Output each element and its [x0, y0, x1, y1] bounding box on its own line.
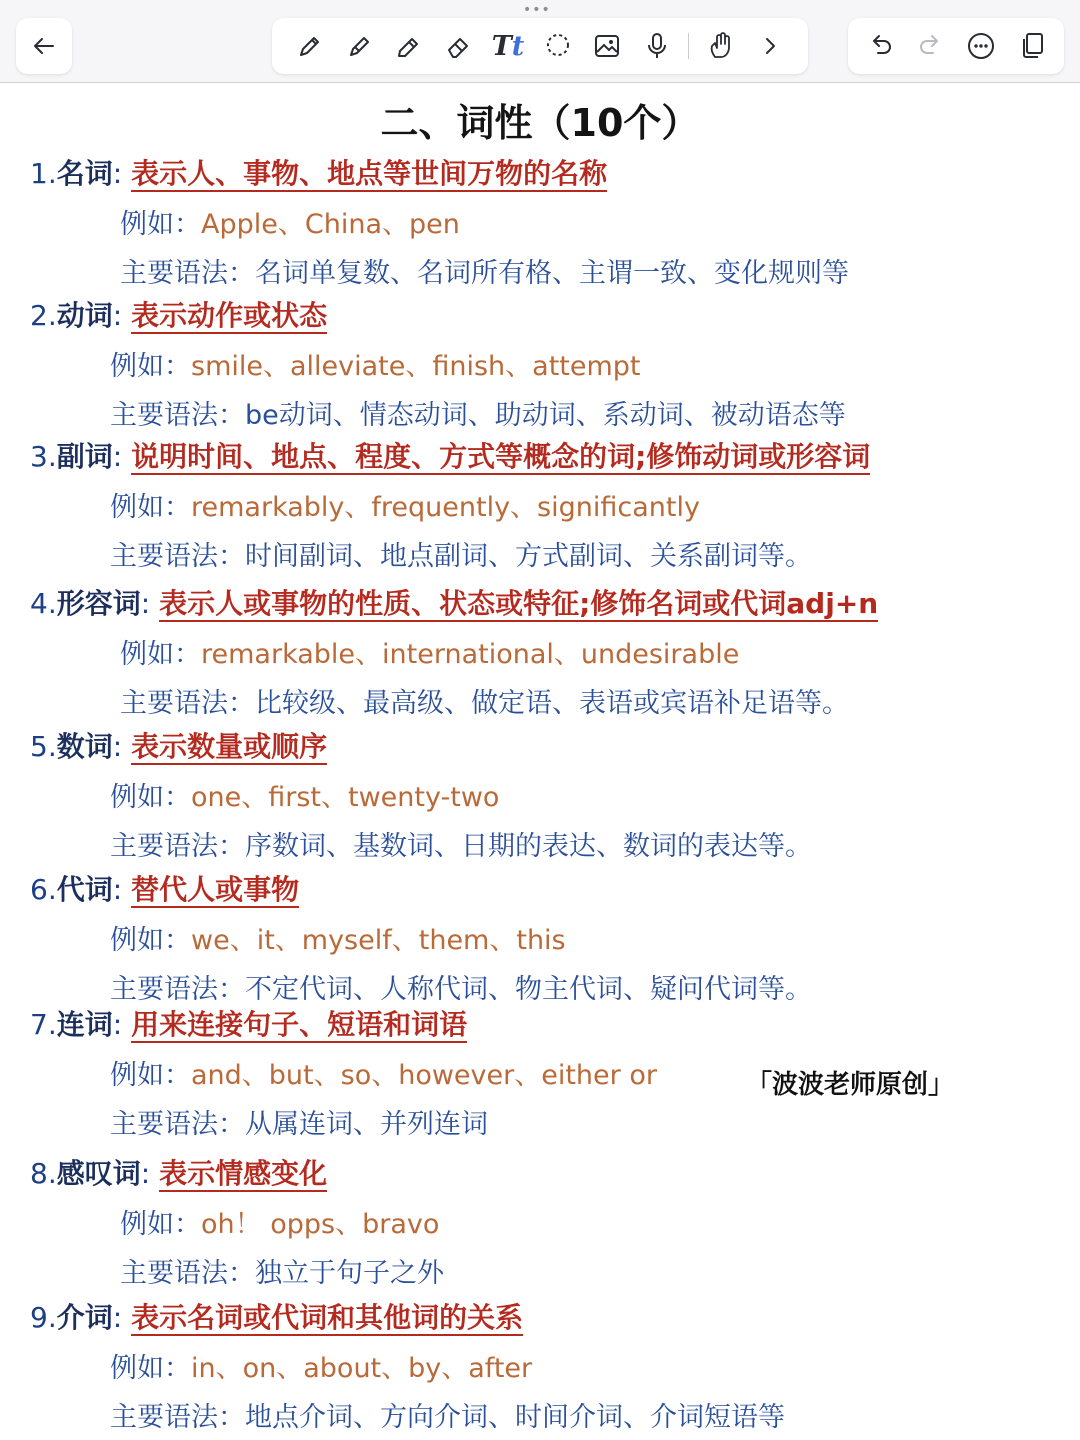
pos-entry-interjection — [30, 1152, 444, 1290]
pos-entry-pronoun — [30, 868, 812, 1006]
example-line — [30, 1202, 444, 1241]
entry-definition: 表示人或事物的性质、状态或特征;修饰名词或代词adj+n — [159, 587, 879, 620]
drawing-tools-bar — [272, 18, 808, 74]
example-label: 例如： — [120, 639, 201, 670]
grammar-line — [30, 824, 812, 863]
pos-entry-verb — [30, 294, 846, 432]
grammar-line — [30, 967, 812, 1006]
example-line — [30, 202, 849, 241]
grammar-text: 地点介词、方向介词、时间介词、介词短语等 — [245, 1402, 785, 1433]
pos-entry-noun — [30, 152, 849, 290]
entry-colon: : — [112, 299, 132, 332]
app-toolbar — [0, 0, 1080, 83]
pen-icon[interactable] — [292, 28, 328, 64]
back-arrow-icon — [26, 28, 62, 64]
entry-heading — [30, 1296, 785, 1336]
example-label: 例如： — [110, 351, 191, 382]
entry-term: 动词 — [56, 299, 113, 332]
entry-term: 名词 — [56, 157, 113, 190]
example-words: remarkably、frequently、significantly — [191, 492, 700, 523]
entry-definition: 替代人或事物 — [131, 873, 300, 906]
example-line — [30, 632, 878, 671]
entry-definition: 说明时间、地点、程度、方式等概念的词;修饰动词或形容词 — [131, 440, 871, 473]
example-words: oh！ opps、bravo — [201, 1209, 440, 1240]
text-tool-icon[interactable]: Tt — [491, 30, 525, 62]
image-icon[interactable] — [589, 28, 625, 64]
pos-entry-numeral — [30, 725, 812, 863]
grammar-label: 主要语法： — [110, 400, 245, 431]
entry-term: 介词 — [56, 1301, 113, 1334]
grammar-label: 主要语法： — [110, 831, 245, 862]
toolbar-divider — [688, 33, 689, 59]
entry-number: 7. — [30, 1008, 57, 1041]
grammar-line — [30, 393, 846, 432]
entry-definition: 表示数量或顺序 — [131, 730, 328, 763]
entry-heading — [30, 152, 849, 192]
example-words: remarkable、international、undesirable — [201, 639, 740, 670]
example-line — [30, 918, 812, 957]
document-actions-bar — [848, 18, 1064, 74]
example-line — [30, 1053, 657, 1092]
eraser-icon[interactable] — [441, 28, 477, 64]
grammar-line — [30, 1102, 657, 1141]
grammar-line — [30, 1251, 444, 1290]
entry-term: 代词 — [56, 873, 113, 906]
pages-icon[interactable] — [1014, 28, 1050, 64]
entry-number: 5. — [30, 730, 57, 763]
entry-number: 3. — [30, 440, 57, 473]
entry-definition: 表示人、事物、地点等世间万物的名称 — [131, 157, 608, 190]
example-words: we、it、myself、them、this — [191, 925, 566, 956]
grammar-line — [30, 681, 878, 720]
grammar-label: 主要语法： — [120, 1258, 255, 1289]
entry-colon: : — [140, 1157, 160, 1190]
highlighter-icon[interactable] — [391, 28, 427, 64]
grammar-label: 主要语法： — [120, 688, 255, 719]
entry-colon: : — [112, 873, 132, 906]
entry-definition: 表示动作或状态 — [131, 299, 328, 332]
entry-colon: : — [140, 587, 160, 620]
example-label: 例如： — [110, 1060, 191, 1091]
entry-heading — [30, 1152, 444, 1192]
entry-colon: : — [112, 730, 132, 763]
grammar-text: 独立于句子之外 — [255, 1258, 444, 1289]
grammar-label: 主要语法： — [110, 1109, 245, 1140]
redo-icon[interactable] — [913, 28, 949, 64]
entry-heading — [30, 435, 870, 475]
entry-colon: : — [112, 440, 132, 473]
grammar-text: 时间副词、地点副词、方式副词、关系副词等。 — [245, 541, 812, 572]
entry-heading — [30, 868, 812, 908]
example-label: 例如： — [110, 782, 191, 813]
entry-heading — [30, 294, 846, 334]
entry-colon: : — [112, 1008, 132, 1041]
grammar-label: 主要语法： — [110, 974, 245, 1005]
example-words: and、but、so、however、either or — [191, 1060, 657, 1091]
undo-icon[interactable] — [862, 28, 898, 64]
microphone-icon[interactable] — [639, 28, 675, 64]
grammar-text: 不定代词、人称代词、物主代词、疑问代词等。 — [245, 974, 812, 1005]
pos-entry-adjective — [30, 582, 878, 720]
author-watermark: 「波波老师原创」 — [746, 1070, 955, 1100]
entry-term: 副词 — [56, 440, 113, 473]
more-icon[interactable] — [963, 28, 999, 64]
entry-colon: : — [112, 157, 132, 190]
example-label: 例如： — [110, 925, 191, 956]
grammar-line — [30, 534, 870, 573]
entry-term: 数词 — [56, 730, 113, 763]
example-line — [30, 1346, 785, 1385]
entry-term: 形容词 — [56, 587, 141, 620]
example-label: 例如： — [110, 492, 191, 523]
grammar-text: 从属连词、并列连词 — [245, 1109, 488, 1140]
example-label: 例如： — [110, 1353, 191, 1384]
example-words: in、on、about、by、after — [191, 1353, 533, 1384]
grammar-text: be动词、情态动词、助动词、系动词、被动语态等 — [245, 400, 846, 431]
example-line — [30, 344, 846, 383]
entry-definition: 表示名词或代词和其他词的关系 — [131, 1301, 524, 1334]
example-label: 例如： — [120, 209, 201, 240]
grammar-label: 主要语法： — [110, 541, 245, 572]
back-button[interactable] — [16, 18, 72, 74]
entry-colon: : — [112, 1301, 132, 1334]
marker-icon[interactable] — [342, 28, 378, 64]
entry-heading — [30, 1003, 657, 1043]
lasso-icon[interactable] — [540, 28, 576, 64]
chevron-right-icon[interactable] — [752, 28, 788, 64]
pos-entry-preposition — [30, 1296, 785, 1434]
entry-number: 4. — [30, 587, 57, 620]
entry-term: 感叹词 — [56, 1157, 141, 1190]
example-line — [30, 775, 812, 814]
grammar-text: 名词单复数、名词所有格、主谓一致、变化规则等 — [255, 258, 849, 289]
entry-term: 连词 — [56, 1008, 113, 1041]
entry-number: 1. — [30, 157, 57, 190]
example-words: smile、alleviate、finish、attempt — [191, 351, 641, 382]
hand-draw-icon[interactable] — [703, 28, 739, 64]
pos-entry-conjunction — [30, 1003, 657, 1141]
grammar-line — [30, 251, 849, 290]
entry-definition: 用来连接句子、短语和词语 — [131, 1008, 468, 1041]
example-line — [30, 485, 870, 524]
entry-heading — [30, 582, 878, 622]
grammar-label: 主要语法： — [110, 1402, 245, 1433]
grammar-label: 主要语法： — [120, 258, 255, 289]
entry-number: 8. — [30, 1157, 57, 1190]
example-words: Apple、China、pen — [201, 209, 460, 240]
example-label: 例如： — [120, 1209, 201, 1240]
entry-definition: 表示情感变化 — [159, 1157, 328, 1190]
pos-entry-adverb — [30, 435, 870, 573]
example-words: one、first、twenty-two — [191, 782, 500, 813]
entry-number: 9. — [30, 1301, 57, 1334]
entry-number: 2. — [30, 299, 57, 332]
entry-heading — [30, 725, 812, 765]
grammar-text: 序数词、基数词、日期的表达、数词的表达等。 — [245, 831, 812, 862]
window-grabber[interactable]: ••• — [523, 2, 551, 18]
page-title: 二、词性（10个） — [380, 101, 700, 145]
grammar-text: 比较级、最高级、做定语、表语或宾语补足语等。 — [255, 688, 849, 719]
grammar-line — [30, 1395, 785, 1434]
entry-number: 6. — [30, 873, 57, 906]
